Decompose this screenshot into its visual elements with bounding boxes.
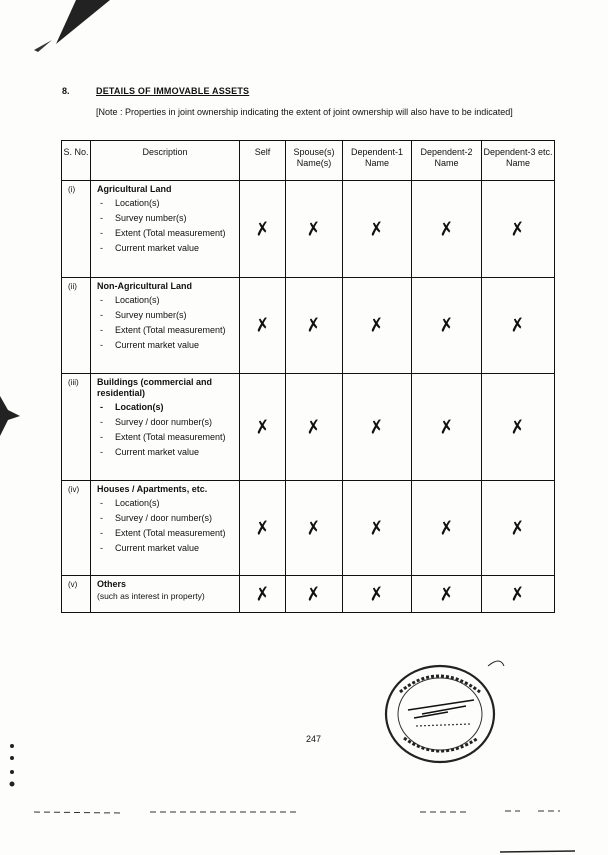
header-self: Self xyxy=(240,141,286,181)
list-item: - Survey number(s) xyxy=(97,213,237,224)
table-row xyxy=(62,278,555,374)
list-item: - Current market value xyxy=(97,447,237,458)
cross-mark: ✗ xyxy=(253,217,272,241)
list-item: - Location(s) xyxy=(97,295,237,306)
list-item: - Survey / door number(s) xyxy=(97,513,237,524)
cross-mark: ✗ xyxy=(368,314,386,337)
cross-mark: ✗ xyxy=(305,415,323,439)
row-description xyxy=(91,181,240,278)
list-item: - Extent (Total measurement) xyxy=(97,528,237,539)
cross-mark: ✗ xyxy=(509,217,527,241)
list-item: - Current market value xyxy=(97,243,237,254)
list-item: - Survey number(s) xyxy=(97,310,237,321)
cross-mark: ✗ xyxy=(509,314,527,337)
list-item: - Current market value xyxy=(97,340,237,351)
cross-mark: ✗ xyxy=(437,415,456,439)
table-row xyxy=(62,374,555,481)
list-item: - Location(s) xyxy=(97,402,237,413)
cross-mark: ✗ xyxy=(305,516,323,540)
list-item: - Survey / door number(s) xyxy=(97,417,237,428)
row-title: Agricultural Land xyxy=(97,184,172,194)
list-item: - Extent (Total measurement) xyxy=(97,325,237,336)
table-row xyxy=(62,181,555,278)
header-dependent-1: Dependent-1 Name xyxy=(343,141,412,181)
row-title: Others xyxy=(97,579,127,589)
section-title: DETAILS OF IMMOVABLE ASSETS xyxy=(96,86,250,96)
cross-mark: ✗ xyxy=(253,415,272,439)
scan-dashed-line-bottom xyxy=(0,800,608,855)
header-description: Description xyxy=(91,141,240,181)
list-item: - Current market value xyxy=(97,543,237,554)
cross-mark: ✗ xyxy=(368,582,386,606)
cross-mark: ✗ xyxy=(368,217,386,241)
scan-smudge-left-edge xyxy=(0,396,22,436)
official-seal-stamp xyxy=(378,652,506,770)
cross-mark: ✗ xyxy=(509,516,527,540)
cross-mark: ✗ xyxy=(253,582,272,606)
row-subtitle: (such as interest in property) xyxy=(97,591,205,601)
row-title: Houses / Apartments, etc. xyxy=(97,484,208,494)
row-sno: (ii) xyxy=(62,278,91,374)
immovable-assets-table xyxy=(61,140,555,613)
row-sno: (v) xyxy=(62,576,91,613)
row-sno: (iii) xyxy=(62,374,91,481)
header-dependent-2: Dependent-2 Name xyxy=(412,141,482,181)
row-description xyxy=(91,278,240,374)
list-item: - Location(s) xyxy=(97,498,237,509)
scan-smudge-top-left xyxy=(30,0,110,58)
scan-dots-left xyxy=(6,740,18,790)
cross-mark: ✗ xyxy=(437,217,456,241)
row-sno: (i) xyxy=(62,181,91,278)
cross-mark: ✗ xyxy=(253,516,272,540)
row-title: Buildings (commercial and residential) xyxy=(97,377,213,398)
row-title: Non-Agricultural Land xyxy=(97,281,192,291)
table-row xyxy=(62,481,555,576)
row-description xyxy=(91,481,240,576)
list-item: - Extent (Total measurement) xyxy=(97,432,237,443)
section-note: [Note : Properties in joint ownership indicating the extent of joint ownership will also have to be indicated] xyxy=(96,107,513,117)
cross-mark: ✗ xyxy=(437,314,456,337)
cross-mark: ✗ xyxy=(305,314,323,337)
header-dependent-3: Dependent-3 etc. Name xyxy=(482,141,555,181)
cross-mark: ✗ xyxy=(368,516,386,540)
header-sno: S. No. xyxy=(62,141,91,181)
cross-mark: ✗ xyxy=(253,314,272,337)
list-item: - Location(s) xyxy=(97,198,237,209)
cross-mark: ✗ xyxy=(305,582,323,606)
row-description xyxy=(91,576,240,613)
cross-mark: ✗ xyxy=(437,582,456,606)
header-spouse: Spouse(s) Name(s) xyxy=(286,141,343,181)
section-number: 8. xyxy=(62,86,70,96)
row-description xyxy=(91,374,240,481)
table-row xyxy=(62,576,555,613)
cross-mark: ✗ xyxy=(305,217,323,241)
page-number: 247 xyxy=(306,734,322,744)
cross-mark: ✗ xyxy=(437,516,456,540)
table-header-row xyxy=(62,141,555,181)
cross-mark: ✗ xyxy=(368,415,386,439)
cross-mark: ✗ xyxy=(509,582,527,606)
list-item: - Extent (Total measurement) xyxy=(97,228,237,239)
cross-mark: ✗ xyxy=(509,415,527,439)
row-sno: (iv) xyxy=(62,481,91,576)
